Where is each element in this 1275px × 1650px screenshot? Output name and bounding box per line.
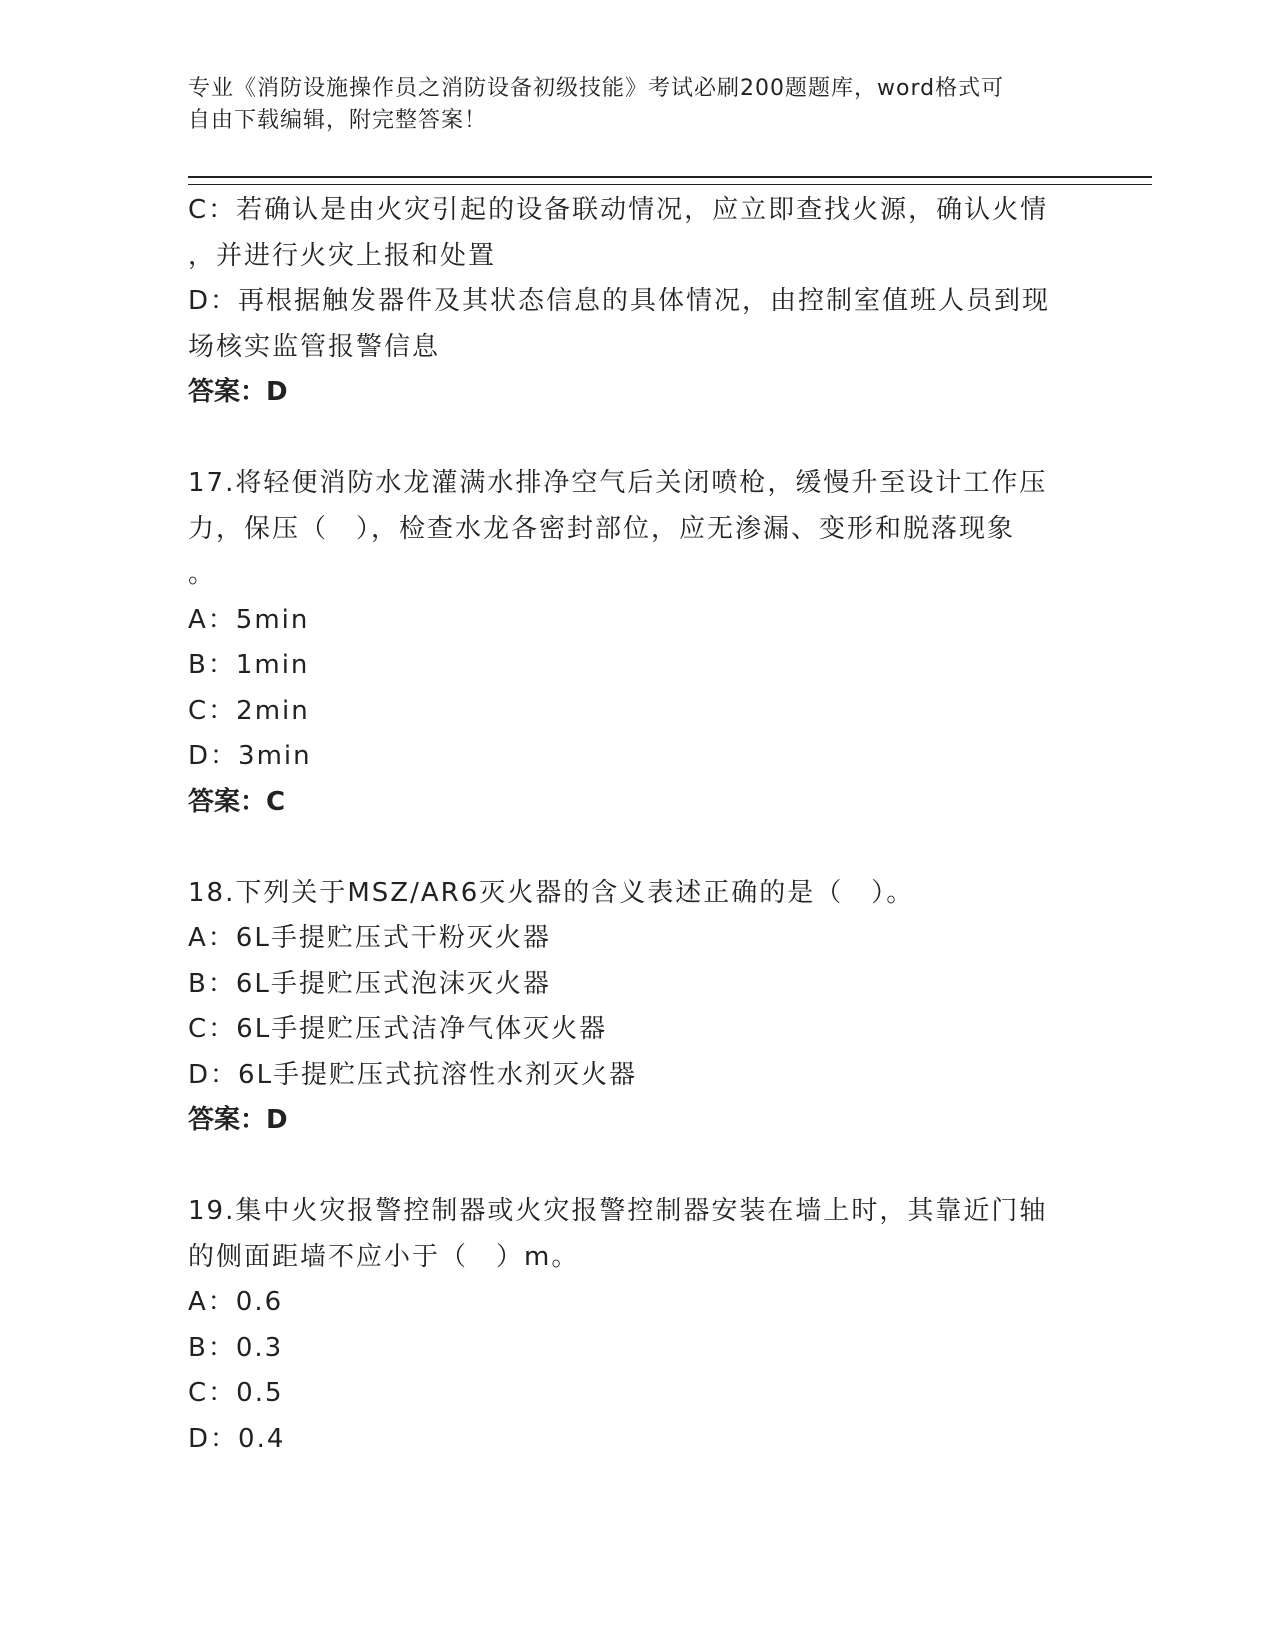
question-16	[188, 188, 1088, 416]
question-19	[188, 1189, 1088, 1462]
q19-option-c: C：0.5	[188, 1378, 284, 1408]
q16-option-d-line-1: D：再根据触发器件及其状态信息的具体情况，由控制室值班人员到现	[188, 286, 1051, 316]
question-17	[188, 461, 1088, 825]
q18-option-c: C：6L手提贮压式洁净气体灭火器	[188, 1014, 608, 1044]
q17-stem-line-1: 17.将轻便消防水龙灌满水排净空气后关闭喷枪，缓慢升至设计工作压	[188, 468, 1048, 498]
q19-stem-line-2: 的侧面距墙不应小于（ ）m。	[188, 1241, 580, 1272]
q16-answer: 答案：D	[188, 377, 288, 407]
q17-answer: 答案：C	[188, 786, 286, 817]
q17-option-a: A：5min	[188, 604, 310, 635]
spacer	[188, 825, 1088, 871]
q18-option-d: D：6L手提贮压式抗溶性水剂灭火器	[188, 1059, 638, 1090]
header-title-line-1: 专业《消防设施操作员之消防设备初级技能》考试必刷200题题库，word格式可	[188, 76, 1005, 101]
q17-option-c: C：2min	[188, 695, 310, 726]
q16-option-c-line-1: C：若确认是由火灾引起的设备联动情况，应立即查找火源，确认火情	[188, 195, 1049, 225]
question-18	[188, 871, 1088, 1144]
q18-answer: 答案：D	[188, 1105, 288, 1135]
q17-option-d: D：3min	[188, 741, 312, 771]
q16-option-d-line-2: 场核实监管报警信息	[188, 331, 441, 362]
question-content	[188, 188, 1088, 1462]
q17-stem-line-2: 力，保压（ ），检查水龙各密封部位，应无渗漏、变形和脱落现象	[188, 513, 1016, 544]
q16-option-c-line-2: ，并进行火灾上报和处置	[188, 240, 497, 271]
q18-option-b: B：6L手提贮压式泡沫灭火器	[188, 968, 551, 999]
q19-stem-line-1: 19.集中火灾报警控制器或火灾报警控制器安装在墙上时，其靠近门轴	[188, 1196, 1048, 1226]
q17-option-b: B：1min	[188, 650, 310, 680]
q19-option-d: D：0.4	[188, 1423, 286, 1454]
header-title-line-2: 自由下载编辑，附完整答案！	[188, 108, 488, 133]
q19-option-a: A：0.6	[188, 1287, 284, 1317]
spacer	[188, 416, 1088, 462]
q18-stem-line-1: 18.下列关于MSZ/AR6灭火器的含义表述正确的是（ ）。	[188, 877, 915, 908]
spacer	[188, 1144, 1088, 1190]
header-divider	[188, 176, 1152, 185]
q17-stem-line-3: 。	[188, 559, 217, 589]
q18-option-a: A：6L手提贮压式干粉灭火器	[188, 923, 551, 953]
page-header	[188, 73, 1068, 137]
q19-option-b: B：0.3	[188, 1332, 284, 1363]
